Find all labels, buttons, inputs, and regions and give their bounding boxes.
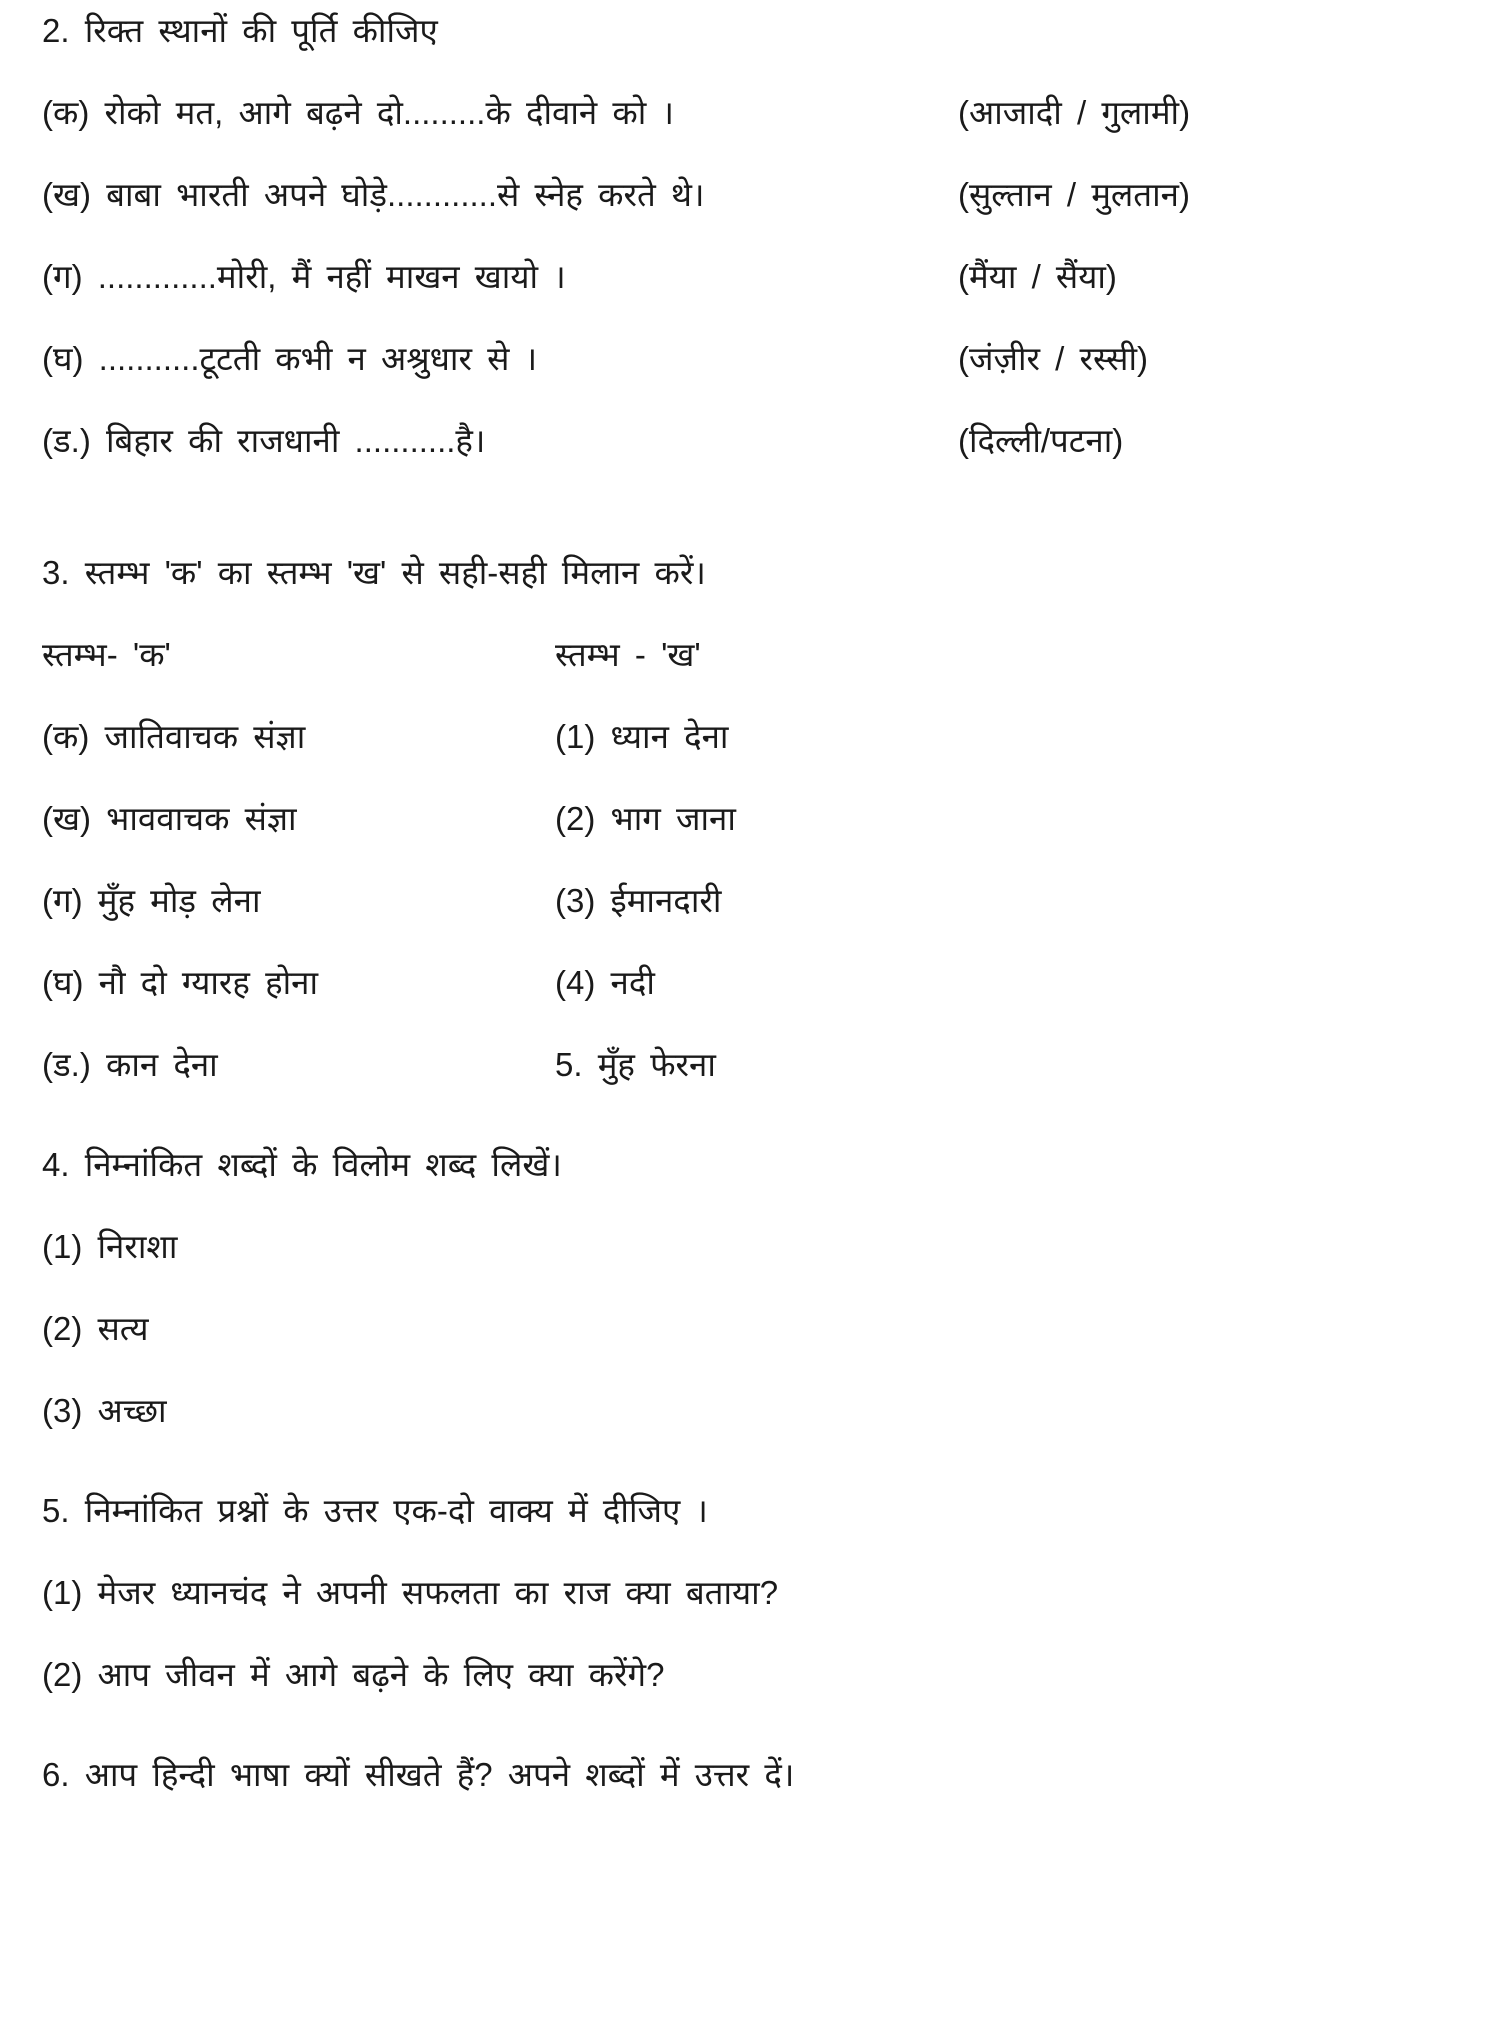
question-4-section <box>42 1142 1485 1434</box>
q2-item-nga-options: (दिल्ली/पटना) <box>958 422 1124 459</box>
q2-heading: 2. रिक्त स्थानों की पूर्ति कीजिए <box>42 12 438 49</box>
q3-col-b-header: स्तम्भ - 'ख' <box>555 636 701 673</box>
question-5-section <box>42 1488 1485 1698</box>
q5-item-1: (1) मेजर ध्यानचंद ने अपनी सफलता का राज क्या बताया? <box>42 1574 779 1611</box>
q2-item-kha <box>42 172 1485 218</box>
q3-row-nga-b: 5. मुँह फेरना <box>555 1046 716 1083</box>
q3-match-row <box>42 1042 1485 1088</box>
q2-item-kha-text: (ख) बाबा भारती अपने घोड़े............से स्नेह करते थे। <box>42 176 705 213</box>
q3-match-row <box>42 960 1485 1006</box>
q2-item-nga-text: (ड.) बिहार की राजधानी ...........है। <box>42 422 486 459</box>
q2-item-ka-options: (आजादी / गुलामी) <box>958 94 1191 131</box>
q4-item-1: (1) निराशा <box>42 1228 178 1265</box>
question-2-section <box>42 8 1485 464</box>
q2-item-ga <box>42 254 1485 300</box>
q3-row-ga-a: (ग) मुँह मोड़ लेना <box>42 882 261 919</box>
q3-row-gha-b: (4) नदी <box>555 964 655 1001</box>
q3-row-ga-b: (3) ईमानदारी <box>555 882 722 919</box>
q3-row-gha-a: (घ) नौ दो ग्यारह होना <box>42 964 318 1001</box>
q2-item-kha-options: (सुल्तान / मुलतान) <box>958 176 1190 213</box>
q3-row-ka-b: (1) ध्यान देना <box>555 718 729 755</box>
q4-heading: 4. निम्नांकित शब्दों के विलोम शब्द लिखें। <box>42 1146 562 1183</box>
q3-row-kha-b: (2) भाग जाना <box>555 800 736 837</box>
q5-heading: 5. निम्नांकित प्रश्नों के उत्तर एक-दो वाक्य में दीजिए । <box>42 1492 708 1529</box>
q3-col-a-header: स्तम्भ- 'क' <box>42 636 171 673</box>
q2-item-ga-text: (ग) .............मोरी, मैं नहीं माखन खायो । <box>42 258 566 295</box>
question-6-section <box>42 1752 1485 1798</box>
q3-match-row <box>42 878 1485 924</box>
q2-item-gha <box>42 336 1485 382</box>
q4-item-3: (3) अच्छा <box>42 1392 167 1429</box>
q2-item-gha-options: (जंज़ीर / रस्सी) <box>958 340 1149 377</box>
q6-heading: 6. आप हिन्दी भाषा क्यों सीखते हैं? अपने शब्दों में उत्तर दें। <box>42 1756 795 1793</box>
q3-row-nga-a: (ड.) कान देना <box>42 1046 218 1083</box>
q3-match-row <box>42 714 1485 760</box>
q2-item-gha-text: (घ) ...........टूटती कभी न अश्रुधार से । <box>42 340 538 377</box>
q3-heading: 3. स्तम्भ 'क' का स्तम्भ 'ख' से सही-सही मिलान करें। <box>42 554 706 591</box>
q3-row-ka-a: (क) जातिवाचक संज्ञा <box>42 718 306 755</box>
q4-item-2: (2) सत्य <box>42 1310 149 1347</box>
q2-item-ka-text: (क) रोको मत, आगे बढ़ने दो.........के दीवाने को । <box>42 94 674 131</box>
q2-item-ka <box>42 90 1485 136</box>
question-3-section <box>42 550 1485 1088</box>
q3-row-kha-a: (ख) भाववाचक संज्ञा <box>42 800 297 837</box>
q2-item-nga <box>42 418 1485 464</box>
q2-item-ga-options: (मैंया / सैंया) <box>958 258 1117 295</box>
q5-item-2: (2) आप जीवन में आगे बढ़ने के लिए क्या करेंगे? <box>42 1656 665 1693</box>
q3-column-headers <box>42 632 1485 678</box>
q3-match-row <box>42 796 1485 842</box>
